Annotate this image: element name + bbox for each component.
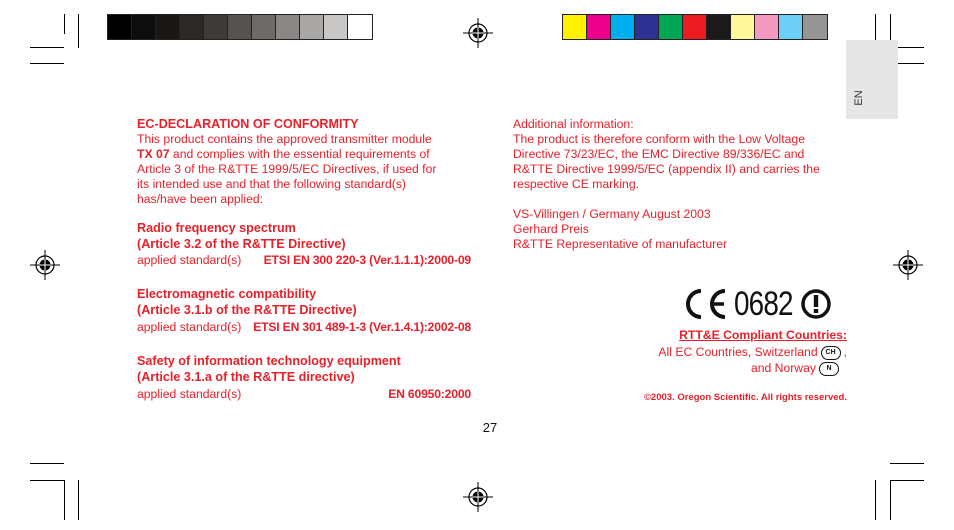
declaration-title: EC-DECLARATION OF CONFORMITY: [137, 117, 359, 131]
grayscale-swatch: [324, 15, 348, 39]
info-line: R&TTE Directive 1999/5/EC (appendix II) and carries the: [513, 162, 820, 176]
crop-mark-bl-h: [30, 463, 64, 464]
countries-line-2: and Norway N: [587, 360, 847, 376]
intro-line-2: TX 07 and complies with the essential requirements of: [137, 147, 430, 161]
section-subheading: (Article 3.1.a of the R&TTE directive): [137, 370, 355, 384]
info-line: respective CE marking.: [513, 177, 639, 191]
process-swatch: [563, 15, 587, 39]
info-line: Directive 73/23/EC, the EMC Directive 89/336/EC and: [513, 147, 805, 161]
process-swatch: [779, 15, 803, 39]
section-heading: Radio frequency spectrum: [137, 221, 296, 235]
crop-mark-br-h: [890, 463, 924, 464]
section-heading: Safety of information technology equipment: [137, 354, 401, 368]
signatory-name: Gerhard Preis: [513, 222, 589, 236]
standard-value: EN 60950:2000: [388, 387, 471, 401]
grayscale-swatch: [252, 15, 276, 39]
country-badge-n: N: [819, 362, 839, 376]
alert-class-icon: [800, 288, 832, 320]
countries-line-1: All EC Countries, Switzerland CH ,: [658, 345, 847, 359]
process-color-bar: [562, 14, 828, 40]
registration-mark-left-icon: [30, 250, 60, 280]
crop-mark-tl-v: [78, 14, 79, 48]
ce-mark-icon: [680, 287, 730, 321]
country-badge-ch: CH: [821, 346, 841, 360]
intro-line-4: its intended use and that the following standard(s): [137, 177, 406, 191]
compliant-countries: [587, 327, 847, 376]
additional-info-column: [513, 117, 853, 252]
grayscale-swatch: [300, 15, 324, 39]
standard-row: [137, 387, 471, 402]
notified-body-number: 0682: [734, 284, 793, 323]
standard-value: ETSI EN 300 220-3 (Ver.1.1.1):2000-09: [263, 253, 471, 267]
process-swatch: [755, 15, 779, 39]
section-subheading: (Article 3.2 of the R&TTE Directive): [137, 237, 346, 251]
grayscale-swatch: [348, 15, 372, 39]
grayscale-swatch: [132, 15, 156, 39]
process-swatch: [731, 15, 755, 39]
process-swatch: [611, 15, 635, 39]
process-swatch: [587, 15, 611, 39]
crop-mark-br-v: [875, 480, 876, 520]
process-swatch: [707, 15, 731, 39]
declaration-column: [137, 117, 477, 402]
crop-mark-bl-v: [64, 480, 65, 520]
grayscale-swatch: [228, 15, 252, 39]
grayscale-swatch: [204, 15, 228, 39]
standard-row: [137, 320, 471, 335]
module-name: TX 07: [137, 147, 170, 161]
crop-mark-tl-v2: [64, 14, 65, 34]
info-line: The product is therefore conform with the Low Voltage: [513, 132, 805, 146]
intro-line-1: This product contains the approved transmitter module: [137, 132, 432, 146]
registration-mark-bottom-icon: [463, 482, 493, 512]
standard-row: [137, 253, 471, 268]
grayscale-color-bar: [107, 14, 373, 40]
page-number: 27: [482, 420, 498, 435]
crop-mark-tl-h2: [30, 63, 64, 64]
section-heading: Electromagnetic compatibility: [137, 287, 317, 301]
signatory-role: R&TTE Representative of manufacturer: [513, 237, 728, 251]
process-swatch: [635, 15, 659, 39]
registration-mark-top-icon: [463, 18, 493, 48]
standard-value: ETSI EN 301 489-1-3 (Ver.1.4.1):2002-08: [253, 320, 471, 334]
grayscale-swatch: [108, 15, 132, 39]
intro-line-5: has/have been applied:: [137, 192, 264, 206]
place-date: VS-Villingen / Germany August 2003: [513, 207, 711, 221]
intro-line-3: Article 3 of the R&TTE 1999/5/EC Directives, if used for: [137, 162, 437, 176]
applied-label: applied standard(s): [137, 320, 242, 334]
crop-mark-tl-h: [30, 47, 64, 48]
grayscale-swatch: [276, 15, 300, 39]
copyright: ©2003. Oregon Scientific. All rights reserved.: [643, 392, 847, 403]
crop-mark-br-v2: [890, 480, 891, 520]
additional-label: Additional information:: [513, 117, 634, 131]
grayscale-swatch: [180, 15, 204, 39]
crop-mark-bl-v2: [78, 480, 79, 520]
grayscale-swatch: [156, 15, 180, 39]
applied-label: applied standard(s): [137, 387, 242, 401]
registration-mark-right-icon: [893, 250, 923, 280]
applied-label: applied standard(s): [137, 253, 242, 267]
process-swatch: [659, 15, 683, 39]
language-tab-label: EN: [853, 90, 865, 106]
process-swatch: [803, 15, 827, 39]
crop-mark-bl-h2: [30, 480, 64, 481]
section-subheading: (Article 3.1.b of the R&TTE Directive): [137, 303, 357, 317]
ce-marking: [680, 284, 832, 324]
crop-mark-br-h2: [890, 480, 924, 481]
compliant-title: RTT&E Compliant Countries:: [679, 328, 847, 342]
process-swatch: [683, 15, 707, 39]
